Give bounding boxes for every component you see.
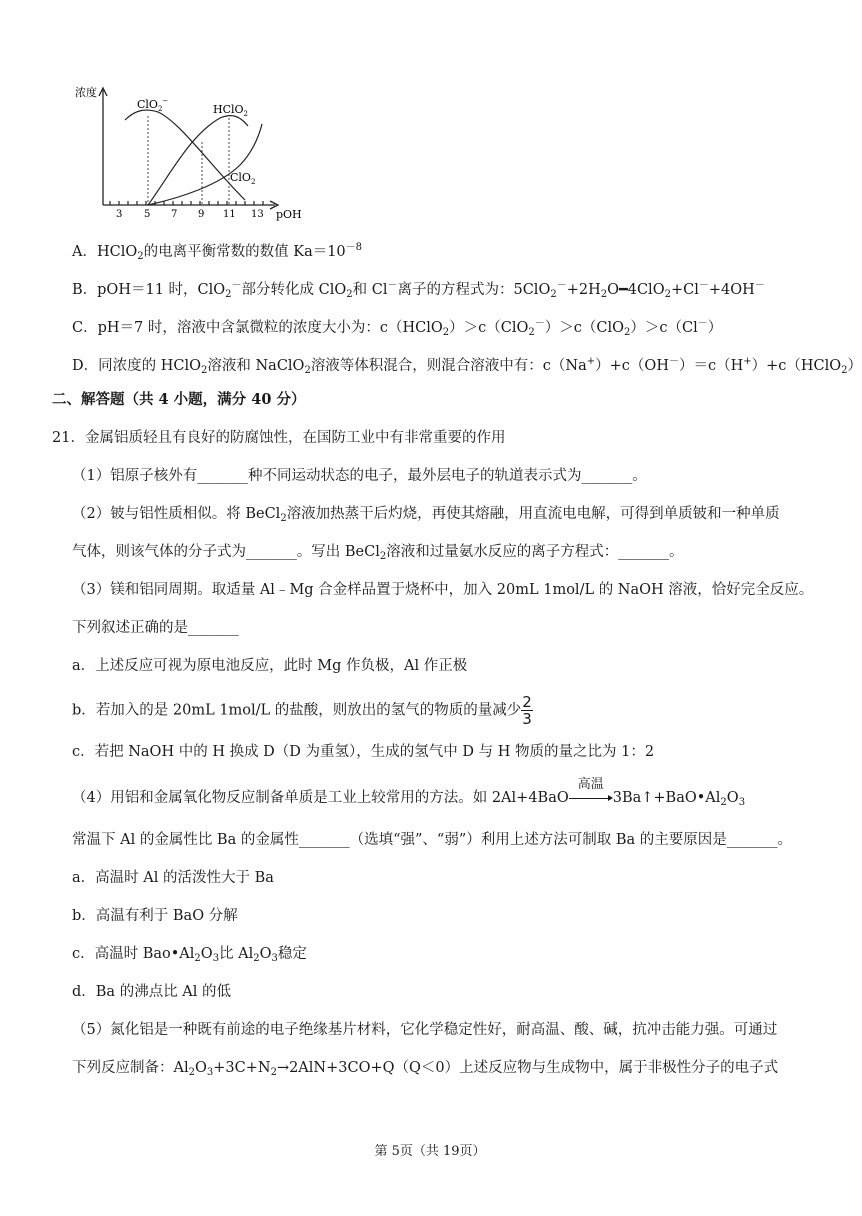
y-axis-label: 浓度 xyxy=(75,86,97,99)
tick-label-5: 5 xyxy=(144,209,151,220)
hclo2-curve xyxy=(148,116,248,205)
hclo2-label: HClO$_2$ xyxy=(213,103,249,118)
q21-part4-line2: 常温下 Al 的金属性比 Ba 的金属性_______（选填“强”、“弱”）利用上述方法可制取 Ba 的主要原因是_______。 xyxy=(72,832,793,848)
concentration-poh-figure xyxy=(70,80,310,230)
q21-part4-opt-d: d．Ba 的沸点比 Al 的低 xyxy=(72,984,232,1000)
option-d: D．同浓度的 HClO$_2$溶液和 NaClO$_2$溶液等体积混合，则混合溶液中有：c（Na+）+c（OH－）＝c（H+）+c（HClO$_2$） xyxy=(72,356,862,376)
q21-part4-opt-a: a．高温时 Al 的活泼性大于 Ba xyxy=(72,870,274,886)
q21-part2-line1: （2）铍与铝性质相似。将 BeCl$_2$溶液加热蒸干后灼烧，再使其熔融，用直流电电解，可得到单质铍和一种单质 xyxy=(72,506,780,524)
clo2-minus-curve xyxy=(125,110,245,200)
q21-part5-line1: （5）氮化铝是一种既有前途的电子绝缘基片材料，它化学稳定性好，耐高温、酸、碱，抗冲击能力强。可通过 xyxy=(72,1022,778,1038)
option-b: B．pOH＝11 时，ClO$_2$－部分转化成 ClO$_2$和 Cl－离子的方程式为：$5ClO_2^-+2H_2O━4ClO_2+Cl^-+4OH^-$ xyxy=(72,280,765,300)
q21-stem: 21．金属铝质轻且有良好的防腐蚀性，在国防工业中有非常重要的作用 xyxy=(52,430,506,446)
q21-part3-opt-b: b．若加入的是 20mL 1mol/L 的盐酸，则放出的氢气的物质的量减少 $\frac{2}{3}$ xyxy=(72,693,532,728)
q21-part4-opt-b: b．高温有利于 BaO 分解 xyxy=(72,908,238,924)
q21-part4-line1: （4）用铝和金属氧化物反应制备单质是工业上较常用的方法。如 2Al+4BaO 高温 $3Ba↑+BaO•Al_2O_3$ xyxy=(72,777,746,808)
q21-part3-line2: 下列叙述正确的是_______ xyxy=(72,620,239,636)
reaction-condition-arrow: 高温 xyxy=(569,789,613,809)
q21-part2-line2: 气体，则该气体的分子式为_______。写出 BeCl$_2$溶液和过量氨水反应的离子方程式：_______。 xyxy=(72,544,684,562)
q21-part3-opt-c: c．若把 NaOH 中的 H 换成 D（D 为重氢），生成的氢气中 D 与 H 物质的量之比为 1：2 xyxy=(72,744,655,760)
q21-part5-line2: 下列反应制备：$Al_2O_3+3C+N_2\to 2AlN+3CO+Q(Q<0)$上述反应物与生成物中，属于非极性分子的电子式 xyxy=(72,1060,779,1078)
q21-part3-opt-a: a．上述反应可视为原电池反应，此时 Mg 作负极，Al 作正极 xyxy=(72,658,468,674)
fraction-two-thirds: $\frac{2}{3}$ xyxy=(522,693,532,728)
clo2-minus-label: ClO$_2$− xyxy=(137,97,169,113)
option-a: A．HClO$_2$的电离平衡常数的数值 $Ka=10^{-8}$ xyxy=(72,242,363,262)
clo2-curve xyxy=(148,124,262,205)
page-footer: 第 5页（共 19页） xyxy=(374,1144,486,1159)
clo2-label: ClO$_2$ xyxy=(230,171,256,186)
tick-label-9: 9 xyxy=(198,209,205,220)
section-title: 二、解答题（共 4 小题，满分 40 分） xyxy=(52,391,306,408)
option-c: C．pH＝7 时，溶液中含氯微粒的浓度大小为：c（HClO$_2$）＞c（ClO$_2$－）＞c（ClO$_2$）＞c（Cl－） xyxy=(72,318,723,338)
tick-label-3: 3 xyxy=(116,209,123,220)
q21-part3-line1: （3）镁和铝同周期。取适量 Al﹣Mg 合金样品置于烧杯中，加入 20mL 1mol/L 的 NaOH 溶液，恰好完全反应。 xyxy=(72,582,814,598)
x-axis-label: pOH xyxy=(276,208,302,221)
tick-label-7: 7 xyxy=(171,209,178,220)
q21-part1: （1）铝原子核外有_______种不同运动状态的电子，最外层电子的轨道表示式为_______。 xyxy=(72,468,647,484)
tick-label-11: 11 xyxy=(223,209,236,220)
tick-label-13: 13 xyxy=(251,209,264,220)
q21-part4-opt-c: c．高温时 $Bao•Al_2O_3$比 $Al_2O_3$稳定 xyxy=(72,946,307,964)
